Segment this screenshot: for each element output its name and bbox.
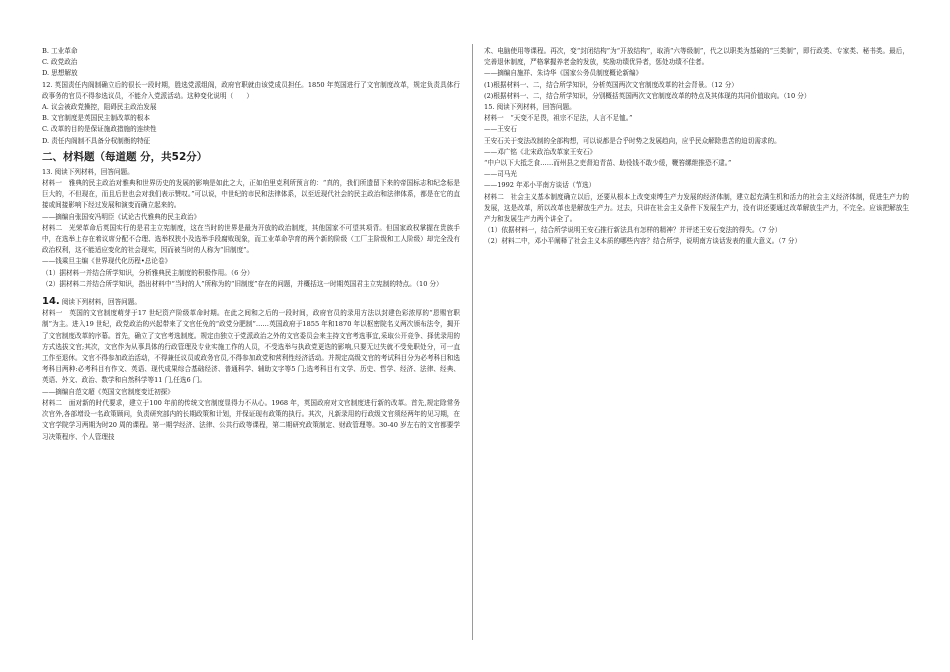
q15-material-1-quote: 材料一 “天变不足畏，祖宗不足法，人言不足恤。” [484,114,633,123]
q14-intro: 阅读下列材料，回答问题。 [61,298,141,307]
q15-material-1-source-2: ——邓广铭《北宋政治改革家王安石》 [484,147,597,156]
left-column [42,46,460,443]
q14-source-1: ——摘编自范文超《英国文官制度变迁初探》 [42,387,174,396]
q11-option-b: B. 工业革命 [42,47,78,55]
q15-material-1-year: ——1992 年邓小平南方谈话（节选） [484,181,596,190]
q15-material-1-text: 王安石关于变法改制的全部构想，可以说都是合乎时势之发展趋向，应乎民众解除患苦的迫切需求的。 [484,136,781,145]
q13-source-1: ——摘编自张国安冯明臣《试论古代雅典的民主政治》 [42,212,201,221]
q14-task-2: (2)根据材料一、二，结合所学知识，分别概括英国两次文官制度改革的特点及其体现的共同价值取向。（10 分） [484,91,811,100]
q12-option-c: C. 改革的目的是保证施政措施的连续性 [42,125,157,134]
q13-material-2: 材料二 光荣革命后英国实行的是君主立宪制度，这在当时的世界是最为开放的政治制度，其他国家不可望其项背。但国家政权掌握在贵族手中，在选举上存在着议席分配不合理、选举权狭小及选举手段腐败现象，而工业革命孕育的两个新的阶级（工厂主阶级和工人阶级）却完全没有政治权利，这不能适应变化的社会现实，因而被当时的人称为“旧制度”。 [42,223,460,255]
q15-intro: 15. 阅读下列材料，回答问题。 [484,103,576,112]
q11-option-c: C. 政党政治 [42,58,78,67]
q12-option-a: A. 议会被政党操控，阻碍民主政治发展 [42,103,157,112]
q13-task-1: （1）据材料一并结合所学知识，分析雅典民主制度的积极作用。（6 分） [42,268,254,277]
q14-number: 14. [42,296,60,308]
q12-stem: 12. 英国责任内阁制确立后的很长一段时期，胜选党派组阁，政府官职就由该党成员担任。1850 年英国进行了文官制度改革，规定负责具体行政事务的官员不得参选议员，不能介入党派活动。这种变化说明（ ） [42,80,460,100]
section-2-heading: 二、材料题（每道题 分，共52分） [42,150,208,163]
q13-source-2: ——钱乘旦主编《世界现代化历程•总论卷》 [42,257,172,266]
q14-source-2: ——摘编自施祥、朱诗华《国家公务员制度概论新编》 [484,69,643,78]
right-column [484,46,909,248]
q13-material-1: 材料一 雅典的民主政治对雅典和世界历史的发展的影响是如此之大，正如伯里克利所预言的：“真的，我们所遗留下来的帝国标志和纪念标是巨大的，不但现在，而且后世也会对我们表示赞叹。”可以说，中世纪的市民和法律体系，以至近现代社会的民主政治和法律体系，都是在它的直接或间接影响下经过发展和演变而确立起来的。 [42,179,460,210]
q14-material-2: 材料二 面对新的时代要求，建立于100 年前的传统文官制度显得力不从心。1968 年，英国政府对文官制度进行新的改革。首先,规定除常务次官外,各部增设一名政策顾问，负责研究部内的长期政策和计划，并保证现有政策的执行。其次，凡新录用的行政级文官须经两年的见习期，在文官学院学习两期为时20 周的课程。第一期学经济、法律、公共行政等课程，第二期研究政策制定、财政管理等。30-40 岁左右的文官都要学习决策程序、个人管理技 [42,398,460,441]
q12-option-b: B. 文官制度是英国民主制改革的根本 [42,114,150,123]
q14-material-2-continued: 术、电脑使用等课程。再次，变“封闭结构”为“开放结构”，取消“六等级制”，代之以职类为基础的“三类制”，即行政类、专家类、秘书类。最后，完善退休制度，严格掌握养老金的发放，奖励功绩优异者，惩处功绩不佳者。 [484,47,909,67]
q14-material-1: 材料一 英国的文官制度萌芽于17 世纪资产阶级革命时期。在此之间和之后的一段时间，政府官员的录用方法以封建色彩浓厚的“恩赐官职制”为主。进入19 世纪，政党政治的兴起带来了文官任免的“政党分肥制”……英国政府于1855 年和1870 年以枢密院名义两次颁布法令，揭开了文官制度改革的序幕。首先，确立了文官考选制度。规定由独立于党派政治之外的文官委员会来主持文官考选事宜,采取公开竞争、择优录用的方式选拔文官;其次，文官作为从事具体的行政管理及专业实施工作的人员，不受选举与执政党更迭的影响,只要无过失就不受免职处分，可一直工作至退休。文官不得参加政治活动，不得兼任议员或政务官员,不得参加政党和营利性经济活动。并规定高级文官的考试科目分为必考科目和选考科目两种:必考科目有作文、英语、现代成果综合基础经济、普通科学、辅助文字等5 门;选考科目有文学、历史、哲学、经济、法律、经典、英语、外文、政治、数学和自然科学等11 门,任选6 门。 [42,309,460,385]
q15-material-1-source-3: ——司马光 [484,170,517,179]
q14-heading [42,296,460,308]
q15-material-1-quote-2: “中户以下大抵乏食……而州县之吏督迫青苗、助役钱不敢少缓，鞭笞缧绁推恐不逮。” [484,159,732,168]
column-divider [472,44,473,640]
q14-task-1: (1)根据材料一、二，结合所学知识，分析英国两次文官制度改革的社会背景。（12 分） [484,80,738,89]
q15-material-1-source: ——王安石 [484,125,517,134]
q15-task-1: （1）依据材料一，结合所学说明王安石推行新法具有怎样的精神？并评述王安石变法的得失。（7 分） [484,226,782,235]
q12-option-d: D. 责任内阁制不具备分权制衡的特征 [42,136,151,145]
q13-intro: 13. 阅读下列材料，回答问题。 [42,167,134,176]
q15-task-2: （2）材料二中，邓小平阐释了社会主义本质的哪些内容？结合所学，说明南方谈话发表的重大意义。（7 分） [484,237,802,246]
q11-option-d: D. 思想解放 [42,69,78,78]
q15-material-2: 材料二 社会主义基本制度确立以后，还要从根本上改变束缚生产力发展的经济体制，建立起充满生机和活力的社会主义经济体制，促进生产力的发展，这是改革，所以改革也是解放生产力。过去，只讲在社会主义条件下发展生产力，没有讲还要通过改革解放生产力，不完全。应该把解放生产力和发展生产力两个讲全了。 [484,192,909,224]
q13-task-2: （2）据材料二并结合所学知识，指出材料中“当时的人”所称为的“旧制度”存在的问题，并概括这一时期英国君主立宪制的特点。（10 分） [42,279,443,288]
